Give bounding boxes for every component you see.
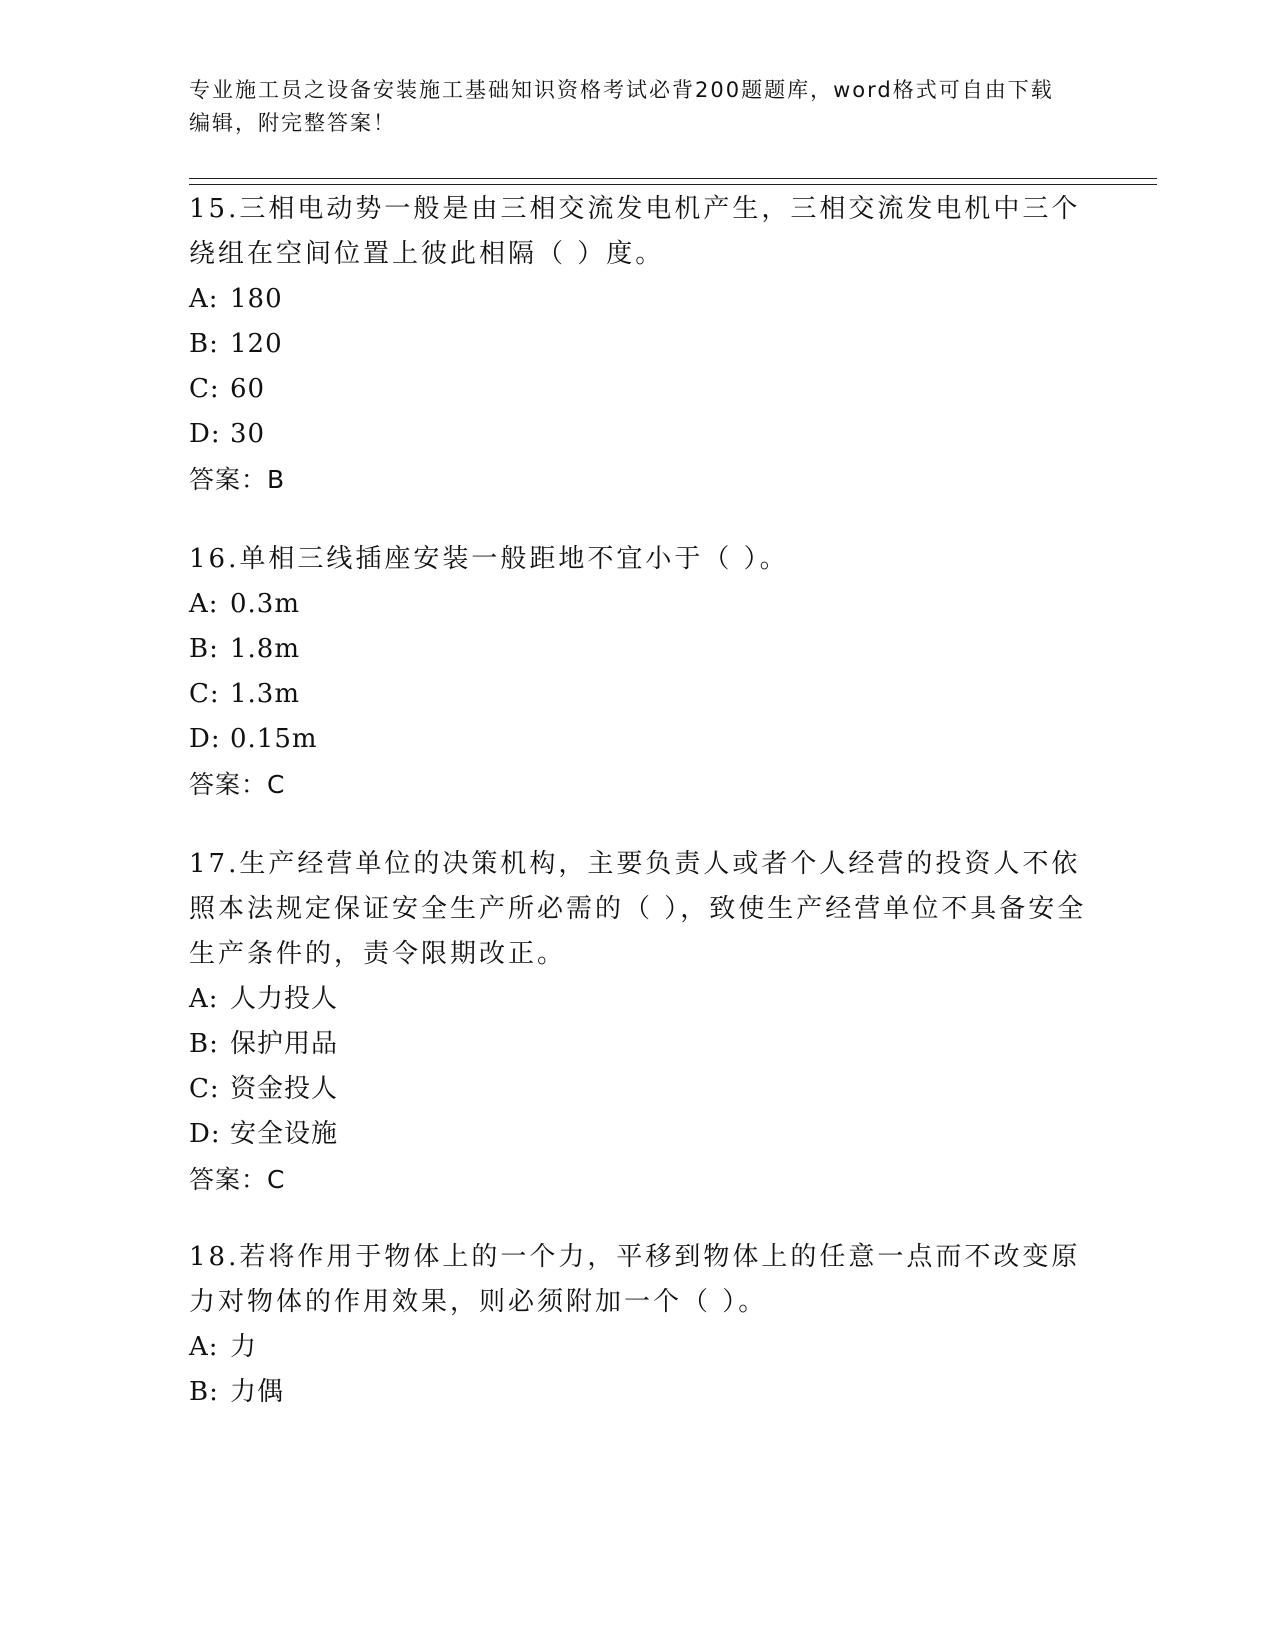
option-d <box>189 1112 1089 1157</box>
option-value: 力偶 <box>230 1377 285 1407</box>
option-b <box>189 627 1089 672</box>
answer: 答案：C <box>189 770 286 799</box>
option-letter: D: <box>189 724 221 754</box>
header-double-rule <box>189 178 1157 185</box>
option-value: 保护用品 <box>230 1029 339 1059</box>
question-text: 16.单相三线插座安装一般距地不宜小于（ ）。 <box>189 544 789 574</box>
option-a <box>189 1325 1089 1370</box>
option-letter: A: <box>189 589 219 619</box>
option-value: 人力投人 <box>230 984 339 1014</box>
option-letter: C: <box>189 1074 220 1104</box>
option-letter: D: <box>189 1119 221 1149</box>
option-c <box>189 367 1089 412</box>
option-value: 力 <box>230 1332 258 1362</box>
question-text: 15.三相电动势一般是由三相交流发电机产生，三相交流发电机中三个绕组在空间位置上彼此相隔（ ）度。 <box>189 194 1081 269</box>
option-b <box>189 1022 1089 1067</box>
option-value: 资金投人 <box>230 1074 339 1104</box>
option-value: 1.3m <box>230 679 301 709</box>
option-letter: C: <box>189 374 220 404</box>
option-letter: B: <box>189 329 219 359</box>
option-c <box>189 672 1089 717</box>
option-value: 安全设施 <box>230 1119 339 1149</box>
option-letter: B: <box>189 634 219 664</box>
answer: 答案：C <box>189 1165 286 1194</box>
question-18 <box>189 1235 1089 1415</box>
option-d <box>189 717 1089 762</box>
option-value: 1.8m <box>230 634 301 664</box>
option-c <box>189 1067 1089 1112</box>
option-letter: B: <box>189 1029 219 1059</box>
option-value: 120 <box>230 329 283 359</box>
document-header: 专业施工员之设备安装施工基础知识资格考试必背200题题库，word格式可自由下载编辑，附完整答案！ <box>189 78 1054 135</box>
answer: 答案：B <box>189 465 286 494</box>
question-16 <box>189 537 1089 807</box>
option-a <box>189 277 1089 322</box>
option-letter: A: <box>189 1332 219 1362</box>
option-b <box>189 322 1089 367</box>
option-letter: D: <box>189 419 221 449</box>
option-b <box>189 1370 1089 1415</box>
question-17 <box>189 842 1089 1202</box>
option-letter: C: <box>189 679 220 709</box>
option-letter: A: <box>189 984 219 1014</box>
question-15 <box>189 187 1089 502</box>
option-value: 30 <box>230 419 266 449</box>
option-d <box>189 412 1089 457</box>
question-text: 18.若将作用于物体上的一个力，平移到物体上的任意一点而不改变原力对物体的作用效果，则必须附加一个（ ）。 <box>189 1242 1081 1317</box>
option-value: 0.3m <box>230 589 301 619</box>
option-value: 180 <box>230 284 283 314</box>
option-a <box>189 977 1089 1022</box>
option-value: 60 <box>230 374 266 404</box>
option-letter: B: <box>189 1377 219 1407</box>
option-value: 0.15m <box>230 724 318 754</box>
option-letter: A: <box>189 284 219 314</box>
option-a <box>189 582 1089 627</box>
question-text: 17.生产经营单位的决策机构，主要负责人或者个人经营的投资人不依照本法规定保证安全生产所必需的（ ），致使生产经营单位不具备安全生产条件的，责令限期改正。 <box>189 849 1087 969</box>
